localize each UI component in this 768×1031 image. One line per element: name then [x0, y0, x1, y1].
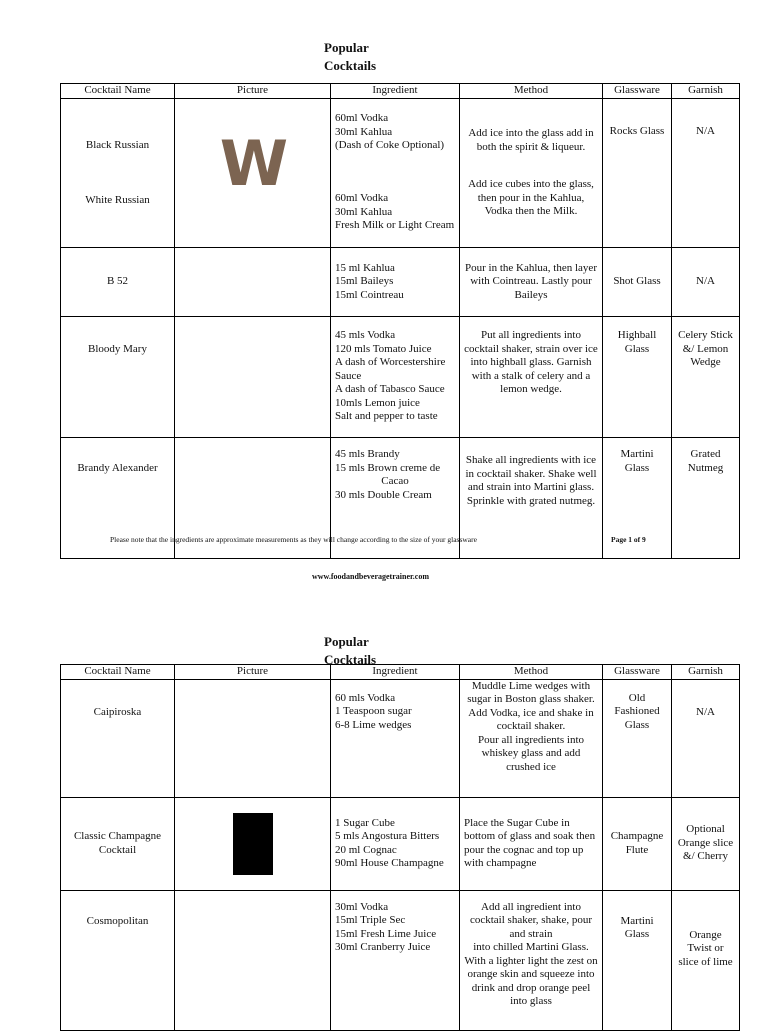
garnish-cell: Celery Stick &/ Lemon Wedge: [672, 317, 740, 438]
cocktail-name-cell: Cosmopolitan: [61, 890, 175, 1030]
garnish-cell: N/A: [672, 248, 740, 317]
ingredient-cell: 45 mls Vodka 120 mls Tomato Juice A dash of Worcestershire Sauce A dash of Tabasco Sauce 10mls Lemon juice Salt and pepper to taste: [331, 317, 460, 438]
cocktail-table-1: [60, 83, 740, 559]
picture-cell: [175, 98, 331, 248]
method-cell: Muddle Lime wedges with sugar in Boston glass shaker. Add Vodka, ice and shake in cocktail shaker. Pour all ingredients into whiskey glass and add crushed ice: [460, 679, 603, 797]
ingredient-cell: 1 Sugar Cube 5 mls Angostura Bitters 20 ml Cognac 90ml House Champagne: [331, 797, 460, 890]
w-logo-image: W: [219, 126, 286, 200]
column-header: Ingredient: [331, 665, 460, 680]
column-header: Picture: [175, 665, 331, 680]
method-cell: Put all ingredients into cocktail shaker, strain over ice into highball glass. Garnish with a stalk of celery and a lemon wedge.: [460, 317, 603, 438]
table-row: [61, 98, 740, 248]
cocktail-name-cell: Bloody Mary: [61, 317, 175, 438]
column-header: Garnish: [672, 665, 740, 680]
column-header: Glassware: [603, 84, 672, 99]
ingredient-cell: 15 ml Kahlua 15ml Baileys 15ml Cointreau: [331, 248, 460, 317]
glassware-cell: Martini Glass: [603, 890, 672, 1030]
ingredient-cell: 45 mls Brandy 15 mls Brown creme de Cacao 30 mls Double Cream: [331, 438, 460, 559]
cocktail-name-cell: Brandy Alexander: [61, 438, 175, 559]
method-cell: Add ice into the glass add in both the spirit & liqueur. Add ice cubes into the glass, then pour in the Kahlua, Vodka then the Milk.: [460, 98, 603, 248]
page-title: Popular Cocktails: [324, 634, 376, 667]
column-header: Garnish: [672, 84, 740, 99]
table-row: [61, 797, 740, 890]
table-header-row: [61, 665, 740, 680]
picture-cell: [175, 797, 331, 890]
column-header: Cocktail Name: [61, 84, 175, 99]
method-cell: Shake all ingredients with ice in cocktail shaker. Shake well and strain into Martini glass. Sprinkle with grated nutmeg.: [460, 438, 603, 559]
ingredient-cell: 30ml Vodka 15ml Triple Sec 15ml Fresh Lime Juice 30ml Cranberry Juice: [331, 890, 460, 1030]
column-header: Method: [460, 84, 603, 99]
garnish-cell: N/A: [672, 98, 740, 248]
picture-cell: [175, 317, 331, 438]
glassware-cell: Rocks Glass: [603, 98, 672, 248]
cocktail-name-cell: Caipiroska: [61, 679, 175, 797]
glassware-cell: Old Fashioned Glass: [603, 679, 672, 797]
cocktail-name-cell: Black Russian White Russian: [61, 98, 175, 248]
column-header: Glassware: [603, 665, 672, 680]
table-row: [61, 317, 740, 438]
glassware-cell: Champagne Flute: [603, 797, 672, 890]
method-cell: Add all ingredient into cocktail shaker, shake, pour and strain into chilled Martini Glass. With a lighter light the zest on orange skin and squeeze into drink and drop orange peel into glass: [460, 890, 603, 1030]
ingredient-cell: 60 mls Vodka 1 Teaspoon sugar 6-8 Lime wedges: [331, 679, 460, 797]
cocktail-name-cell: B 52: [61, 248, 175, 317]
glassware-cell: Highball Glass: [603, 317, 672, 438]
cocktail-name-cell: Classic Champagne Cocktail: [61, 797, 175, 890]
glassware-cell: Shot Glass: [603, 248, 672, 317]
picture-cell: [175, 248, 331, 317]
column-header: Ingredient: [331, 84, 460, 99]
garnish-cell: Orange Twist or slice of lime: [672, 890, 740, 1030]
garnish-cell: Optional Orange slice &/ Cherry: [672, 797, 740, 890]
garnish-cell: N/A: [672, 679, 740, 797]
column-header: Method: [460, 665, 603, 680]
table-row: [61, 248, 740, 317]
page-title: Popular Cocktails: [324, 40, 376, 73]
measurement-note: Please note that the ingredients are approximate measurements as they will change according to the size of your glassware: [110, 535, 477, 544]
picture-cell: [175, 890, 331, 1030]
cocktail-image: [233, 813, 273, 875]
column-header: Cocktail Name: [61, 665, 175, 680]
page-number: Page 1 of 9: [611, 535, 646, 544]
table-header-row: [61, 84, 740, 99]
glassware-cell: Martini Glass: [603, 438, 672, 559]
ingredient-cell: 60ml Vodka 30ml Kahlua (Dash of Coke Optional) 60ml Vodka 30ml Kahlua Fresh Milk or Light Cream: [331, 98, 460, 248]
column-header: Picture: [175, 84, 331, 99]
cocktail-table-2: [60, 664, 740, 1031]
website-link[interactable]: www.foodandbeveragetrainer.com: [312, 572, 430, 581]
garnish-cell: Grated Nutmeg: [672, 438, 740, 559]
picture-cell: [175, 679, 331, 797]
table-row: [61, 890, 740, 1030]
method-cell: Place the Sugar Cube in bottom of glass and soak then pour the cognac and top up with champagne: [460, 797, 603, 890]
method-cell: Pour in the Kahlua, then layer with Cointreau. Lastly pour Baileys: [460, 248, 603, 317]
table-row: [61, 679, 740, 797]
